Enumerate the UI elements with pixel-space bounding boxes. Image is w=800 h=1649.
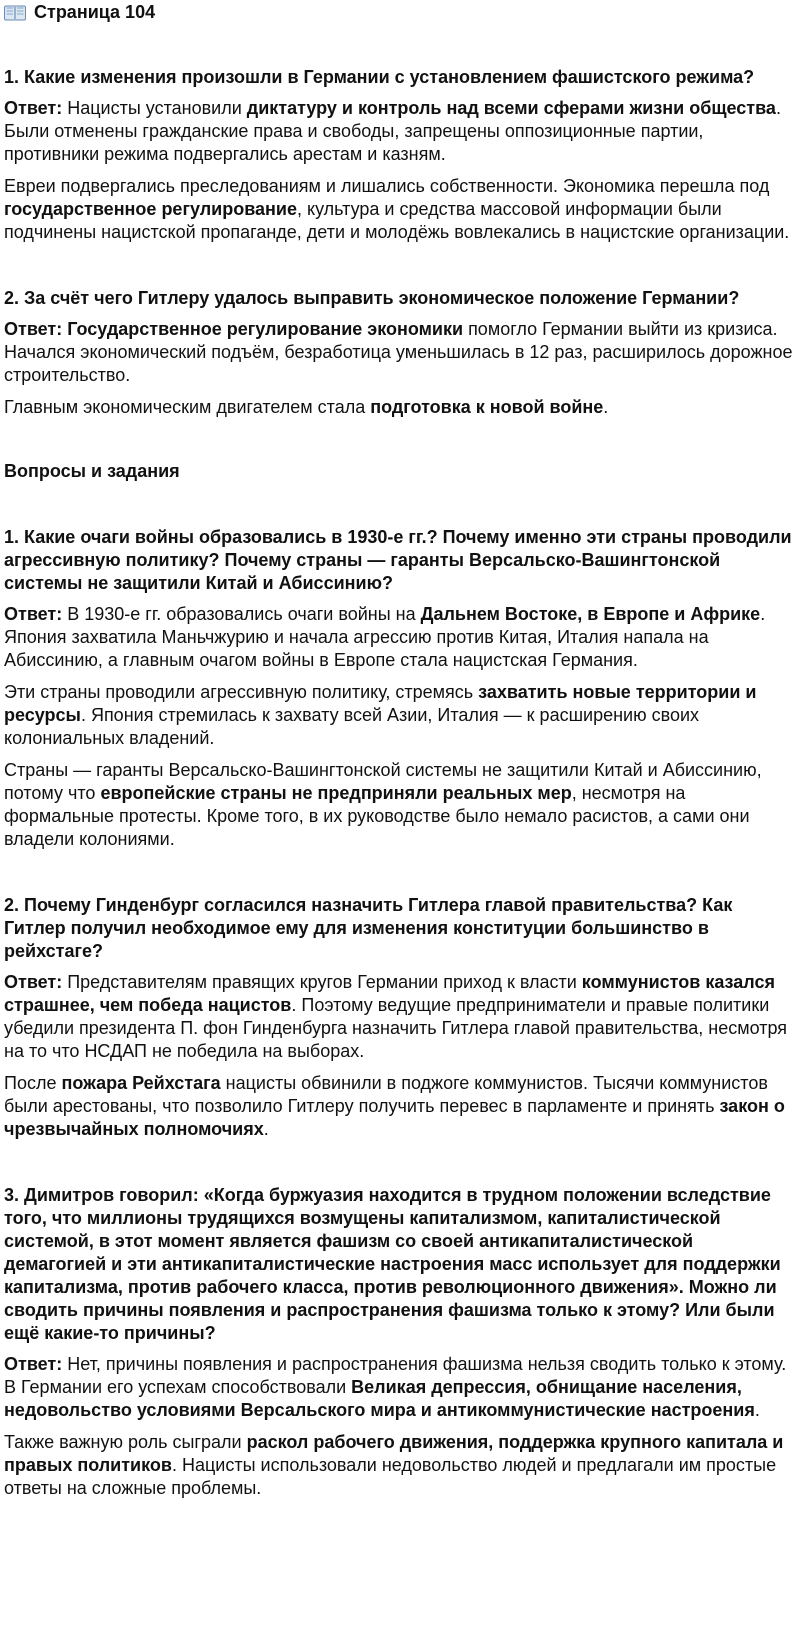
open-book-icon: [4, 4, 26, 20]
text-run: . Были отменены гражданские права и свободы, запрещены оппозиционные партии, противники режима подвергались арестам и казням.: [4, 98, 781, 164]
question-text: 2. За счёт чего Гитлеру удалось выправить экономическое положение Германии?: [4, 288, 740, 308]
bold-text: раскол рабочего движения, поддержка крупного капитала и правых политиков: [4, 1432, 784, 1475]
question-text: 3. Димитров говорил: «Когда буржуазия находится в трудном положении вследствие того, что миллионы трудящихся возмущены капитализмом, капиталистической системой, в этот момент является фашизм со своей антикапиталистической демагогией и эти антикапиталистические настроения масс использует для поддержки капитализма, против рабочего класса, против революционного движения». Можно ли сводить причины появления и распространения фашизма только к этому? Или были ещё какие-то причины?: [4, 1185, 781, 1343]
text-run: Нет, причины появления и распространения фашизма нельзя сводить только к этому. В Германии его успехам способствовали: [4, 1354, 787, 1397]
bold-text: закон о чрезвычайных полномочиях: [4, 1096, 785, 1139]
bold-text: Ответ:: [4, 98, 63, 118]
question-block: [4, 526, 796, 851]
text-run: нацисты обвинили в поджоге коммунистов. Тысячи коммунистов были арестованы, что позволило Гитлеру получить перевес в парламенте и принять: [4, 1073, 768, 1116]
page-title: Страница 104: [34, 1, 156, 22]
bold-text: диктатуру и контроль над всеми сферами жизни общества: [246, 98, 776, 118]
document-content: [4, 66, 796, 1500]
bold-text: Ответ:: [4, 604, 63, 624]
question-text: 1. Какие изменения произошли в Германии с установлением фашистского режима?: [4, 67, 755, 87]
text-run: Нацисты установили: [62, 98, 247, 118]
paragraph: [4, 759, 796, 851]
text-run: Главным экономическим двигателем стала: [4, 397, 371, 417]
text-run: . Поэтому ведущие предприниматели и правые политики убедили президента П. фон Гинденбурга назначить Гитлера главой правительства, несмотря на то что НСДАП не победила на выборах.: [4, 995, 787, 1061]
question-text: 1. Какие очаги войны образовались в 1930-е гг.? Почему именно эти страны проводили агрессивную политику? Почему страны — гаранты Версальско-Вашингтонской системы не защитили Китай и Абиссинию?: [4, 527, 792, 593]
bold-text: пожара Рейхстага: [61, 1073, 221, 1093]
question-block: [4, 894, 796, 1141]
section-heading: Вопросы и задания: [4, 461, 180, 481]
bold-text: европейские страны не предприняли реальных мер: [100, 783, 572, 803]
text-run: . Япония стремилась к захвату всей Азии, Италия — к расширению своих колониальных владений.: [4, 705, 700, 748]
bold-text: захватить новые территории и ресурсы: [4, 682, 757, 725]
bold-text: коммунистов казался страшнее, чем победа нацистов: [4, 972, 775, 1015]
text-run: .: [754, 1400, 760, 1420]
bold-text: государственное регулирование: [4, 199, 297, 219]
text-run: , несмотря на формальные протесты. Кроме того, в их руководстве было немало расистов, а сами они владели колониями.: [4, 783, 750, 849]
bold-text: Ответ: Государственное регулирование экономики: [4, 319, 464, 339]
text-run: Также важную роль сыграли: [4, 1432, 247, 1452]
answer-paragraph: [4, 318, 796, 387]
paragraph: [4, 175, 796, 244]
text-run: Представителям правящих кругов Германии приход к власти: [62, 972, 582, 992]
answer-paragraph: [4, 97, 796, 166]
text-run: Эти страны проводили агрессивную политику, стремясь: [4, 682, 479, 702]
paragraph: [4, 681, 796, 750]
text-run: , культура и средства массовой информации были подчинены нацистской пропаганде, дети и молодёжь вовлекались в нацистские организации.: [4, 199, 790, 242]
text-run: .: [603, 397, 609, 417]
paragraph: [4, 396, 796, 419]
question-block: [4, 1184, 796, 1500]
text-run: В 1930-е гг. образовались очаги войны на: [62, 604, 421, 624]
bold-text: Ответ:: [4, 1354, 63, 1374]
page-header: [4, 0, 796, 24]
question-block: [4, 66, 796, 244]
answer-paragraph: [4, 1353, 796, 1422]
bold-text: подготовка к новой войне: [370, 397, 604, 417]
question-block: [4, 287, 796, 419]
paragraph: [4, 1431, 796, 1500]
text-run: . Нацисты использовали недовольство людей и предлагали им простые ответы на сложные проблемы.: [4, 1455, 777, 1498]
answer-paragraph: [4, 603, 796, 672]
text-run: помогло Германии выйти из кризиса. Начался экономический подъём, безработица уменьшилась в 12 раз, расширилось дорожное строительство.: [4, 319, 793, 385]
text-run: После: [4, 1073, 62, 1093]
answer-paragraph: [4, 971, 796, 1063]
bold-text: Великая депрессия, обнищание населения, недовольство условиями Версальского мира и антикоммунистические настроения: [4, 1377, 755, 1420]
text-run: .: [263, 1119, 269, 1139]
bold-text: Дальнем Востоке, в Европе и Африке: [420, 604, 761, 624]
text-run: Страны — гаранты Версальско-Вашингтонской системы не защитили Китай и Абиссинию, потому что: [4, 760, 762, 803]
paragraph: [4, 1072, 796, 1141]
bold-text: Ответ:: [4, 972, 63, 992]
question-text: 2. Почему Гинденбург согласился назначить Гитлера главой правительства? Как Гитлер получил необходимое ему для изменения конституции большинство в рейхстаге?: [4, 895, 733, 961]
text-run: . Япония захватила Маньчжурию и начала агрессию против Китая, Италия напала на Абиссинию, а главным очагом войны в Европе стала нацистская Германия.: [4, 604, 766, 670]
text-run: Евреи подвергались преследованиям и лишались собственности. Экономика перешла под: [4, 176, 770, 196]
